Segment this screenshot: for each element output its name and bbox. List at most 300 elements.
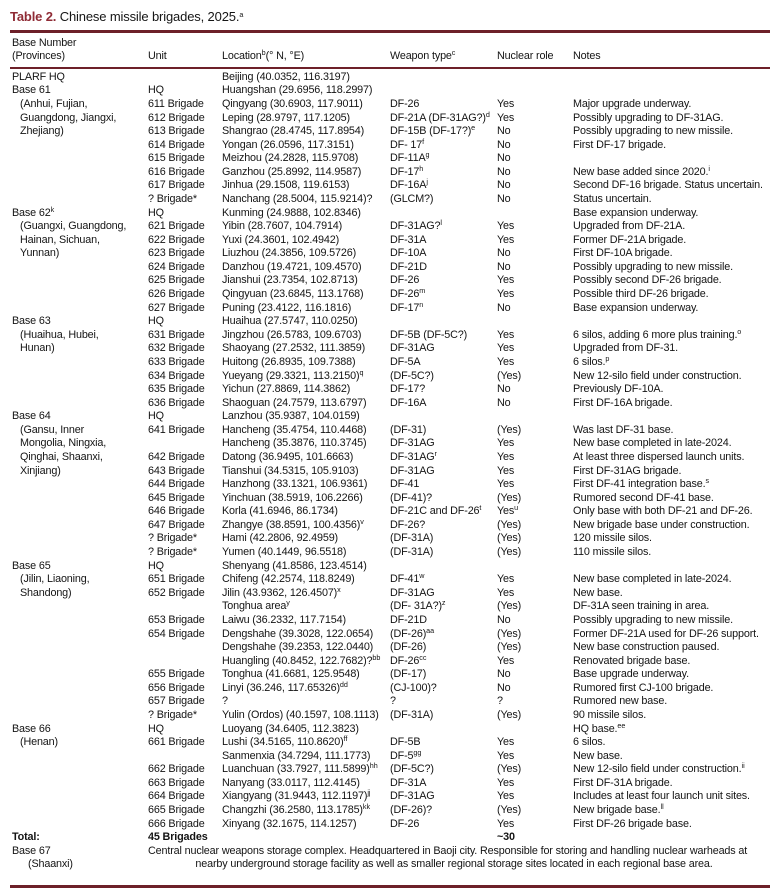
table-cell: 621 Brigade — [148, 220, 205, 233]
table-row — [10, 818, 770, 832]
table-cell: (DF-26)? — [390, 804, 432, 817]
table-cell: Laiwu (36.2332, 117.7154) — [222, 613, 346, 626]
table-cell: $DF-31AG^r$ — [390, 449, 437, 463]
table-row — [10, 288, 770, 302]
table-cell: Yes — [497, 274, 515, 287]
table-cell: Yes — [497, 342, 515, 355]
table-cell: (Yes) — [497, 600, 522, 613]
table-cell: Hancheng (35.3876, 110.3745) — [222, 437, 367, 450]
table-row — [10, 492, 770, 506]
table-cell — [10, 505, 148, 519]
table-cell: $(DF-26)^{aa}$ — [390, 625, 435, 640]
table-cell: (DF-26) — [390, 641, 427, 654]
table-cell — [148, 600, 222, 614]
table-cell: Huangling (40.8452, 122.7682)?$^{bb}$ — [222, 652, 381, 667]
table-cell — [10, 682, 148, 696]
table-cell: (DF-31A) — [390, 708, 434, 721]
table-cell — [10, 139, 148, 153]
table-cell: ? Brigade* — [148, 532, 197, 545]
table-cell: Nanyang (33.0117, 112.4145) — [222, 776, 360, 789]
table-cell — [10, 370, 148, 384]
table-cell: DF-31AG — [390, 464, 435, 477]
table-cell: Korla (41.6946, 86.1734) — [222, 505, 338, 518]
table-cell — [10, 302, 148, 316]
table-row — [10, 424, 770, 438]
table-row — [10, 720, 770, 737]
header-base-number — [10, 37, 148, 64]
table-cell: (Anhui, Fujian, — [20, 97, 88, 110]
table-cell: First DF-16A brigade. — [573, 396, 673, 409]
table-cell: No — [497, 681, 511, 694]
table-cell — [10, 655, 148, 669]
table-title — [10, 8, 770, 26]
table-cell: 632 Brigade — [148, 342, 205, 355]
table-cell — [390, 560, 495, 574]
table-cell: Hanzhong (33.1321, 106.9361) — [222, 478, 368, 491]
table-row — [10, 858, 770, 872]
table-cell: ? — [497, 695, 503, 708]
table-row — [10, 98, 770, 112]
table-cell — [10, 478, 148, 492]
table-cell: First DF-31A brigade. — [573, 776, 673, 789]
table-row — [10, 193, 770, 207]
table-row — [10, 234, 770, 248]
table-cell: Huitong (26.8935, 109.7388) — [222, 355, 356, 368]
table-row — [10, 163, 770, 180]
table-cell: Status uncertain. — [573, 193, 652, 206]
table-cell: 6 silos.$^p$ — [573, 353, 610, 368]
table-cell: Hancheng (35.4754, 110.4468) — [222, 423, 367, 436]
table-cell — [573, 410, 770, 424]
table-cell: DF-21A (DF-31AG?)$^d$ — [390, 109, 490, 124]
table-row — [10, 736, 770, 750]
table-cell: 651 Brigade — [148, 573, 205, 586]
table-cell: (Yes) — [497, 546, 522, 559]
table-cell — [390, 723, 495, 737]
table-cell — [390, 71, 495, 85]
table-row — [10, 315, 770, 329]
table-cell: Base 66 — [12, 722, 51, 735]
table-cell: DF-17$^h$ — [390, 163, 424, 178]
table-cell: 636 Brigade — [148, 396, 205, 409]
table-cell: No — [497, 138, 511, 151]
table-cell — [495, 410, 573, 424]
table-cell: Yes — [497, 573, 515, 586]
table-cell: $DF-11A^g$ — [390, 150, 430, 165]
table-cell: First DF-31AG brigade. — [573, 464, 682, 477]
table-cell: Yes — [497, 464, 515, 477]
table-cell: 661 Brigade — [148, 736, 205, 749]
table-cell: Only base with both DF-21 and DF-26. — [573, 505, 753, 518]
table-cell: 622 Brigade — [148, 233, 205, 246]
table-cell: PLARF HQ — [12, 70, 65, 83]
table-cell: (DF-5C?) — [390, 369, 434, 382]
table-cell: ? Brigade* — [148, 546, 197, 559]
table-cell: DF-41$^w$ — [390, 571, 425, 586]
table-row — [10, 804, 770, 818]
table-cell: 664 Brigade — [148, 790, 205, 803]
table-row — [10, 747, 770, 764]
table-cell: Qinghai, Shaanxi, — [20, 451, 103, 463]
table-cell — [573, 71, 770, 85]
table-cell: Second DF-16 brigade. Status uncertain. — [573, 179, 763, 192]
table-cell: Yes — [497, 749, 515, 762]
table-cell: HQ — [148, 410, 164, 423]
table-cell: DF-5A — [390, 355, 421, 368]
table-cell — [495, 84, 573, 98]
table-cell: Yes — [497, 328, 515, 341]
table-row — [10, 584, 770, 601]
table-cell — [495, 560, 573, 574]
table-cell: (GLCM?) — [390, 193, 434, 206]
table-row — [10, 845, 770, 859]
table-cell: Meizhou (24.2828, 115.9708) — [222, 152, 359, 165]
table-cell: 611 Brigade — [148, 97, 204, 110]
table-cell: Chifeng (42.2574, 118.8249) — [222, 573, 355, 586]
table-cell: (Guangxi, Guangdong, — [20, 220, 127, 233]
table-cell: Puning (23.4122, 116.1816) — [222, 301, 352, 314]
table-cell: 647 Brigade — [148, 518, 205, 531]
table-cell: (DF-5C?) — [390, 763, 434, 776]
table-cell — [10, 709, 148, 723]
table-cell: 663 Brigade — [148, 776, 205, 789]
table-cell: 653 Brigade — [148, 613, 205, 626]
table-cell: 625 Brigade — [148, 274, 205, 287]
table-cell: HQ — [148, 84, 164, 97]
table-cell: 614 Brigade — [148, 138, 205, 151]
table-cell: Shenyang (41.8586, 123.4514) — [222, 559, 367, 572]
table-cell: At least three dispersed launch units. — [573, 451, 745, 463]
table-cell: Mongolia, Ningxia, — [20, 437, 107, 450]
table-cell: 642 Brigade — [148, 451, 205, 463]
table-row — [10, 397, 770, 411]
table-cell: Leping (28.9797, 117.1205) — [222, 111, 350, 124]
table-cell — [390, 84, 495, 98]
table-cell: DF-5B (DF-5C?) — [390, 328, 468, 341]
table-cell: 656 Brigade — [148, 681, 205, 694]
table-cell: Yes — [497, 654, 515, 667]
table-cell: Yunnan) — [20, 247, 60, 260]
table-cell: ? Brigade* — [148, 708, 197, 721]
table-cell: First DF-41 integration base.$^s$ — [573, 476, 710, 491]
table-cell: Shaoyang (27.2532, 111.3859) — [222, 342, 366, 355]
table-cell: Luoyang (34.6405, 112.3823) — [222, 722, 359, 735]
header-weapon-type: Weapon type$^c$ — [390, 48, 456, 63]
table-cell: DF-31AG?$^l$ — [390, 218, 443, 233]
table-row — [10, 451, 770, 465]
table-cell: Yes — [497, 790, 515, 803]
table-cell: Yes — [497, 111, 515, 124]
table-cell: Xiangyang (31.9443, 112.1197)$^{jj}$ — [222, 788, 371, 803]
table-cell: DF-26 — [390, 97, 420, 110]
table-cell — [10, 383, 148, 397]
table-cell: No — [497, 668, 511, 681]
table-cell: 110 missile silos. — [573, 546, 652, 559]
table-cell — [148, 71, 222, 85]
table-cell: No — [497, 260, 511, 273]
table-cell: DF-26? — [390, 518, 426, 531]
table-cell: DF- 17$^f$ — [390, 136, 425, 151]
table-cell: 633 Brigade — [148, 355, 205, 368]
table-row — [10, 274, 770, 288]
table-cell: Kunming (24.9888, 102.8346) — [222, 206, 361, 219]
table-cell: New 12-silo field under construction.$^{ii}$ — [573, 761, 745, 776]
table-cell: Possibly upgrading to new missile. — [573, 613, 733, 626]
table-cell — [148, 437, 222, 451]
table-cell: Shandong) — [20, 586, 72, 599]
table-cell: Base 61 — [12, 84, 51, 97]
table-row — [10, 777, 770, 791]
table-cell: Changzhi (36.2580, 113.1785)$^{kk}$ — [222, 802, 371, 817]
table-cell: 631 Brigade — [148, 328, 205, 341]
table-number: Table 2. — [10, 9, 57, 24]
table-cell: Base 63 — [12, 315, 51, 328]
table-cell — [573, 152, 770, 166]
table-cell — [10, 397, 148, 411]
table-cell: $DF-5^{gg}$ — [390, 747, 422, 762]
table-row — [10, 152, 770, 166]
table-cell: No — [497, 396, 511, 409]
table-cell: Rumored first CJ-100 brigade. — [573, 681, 714, 694]
table-cell — [10, 763, 148, 777]
table-cell: DF-21D — [390, 260, 427, 273]
table-row — [10, 204, 770, 221]
table-cell: (Yes) — [497, 423, 522, 436]
header-provinces-line2: (Provinces) — [12, 50, 65, 63]
table-row — [10, 247, 770, 261]
table-cell: Previously DF-10A. — [573, 383, 664, 396]
table-cell: Base 62$^k$ — [12, 204, 55, 219]
table-row — [10, 220, 770, 234]
table-cell: Datong (36.9495, 101.6663) — [222, 451, 354, 463]
table-cell: (DF-17) — [390, 668, 427, 681]
table-cell: (Shaanxi) — [28, 858, 73, 871]
table-cell: DF-21C and DF-26$^t$ — [390, 503, 482, 518]
table-cell: 120 missile silos. — [573, 532, 652, 545]
table-row — [10, 342, 770, 356]
table-cell — [10, 750, 148, 764]
table-cell: Possibly upgrading to new missile. — [573, 260, 733, 273]
table-cell: 666 Brigade — [148, 817, 205, 830]
table-cell: Jinhua (29.1508, 119.6153) — [222, 179, 350, 192]
table-cell: 616 Brigade — [148, 165, 205, 178]
table-title-text: Chinese missile brigades, 2025.$^a$ — [56, 9, 244, 24]
table-row — [10, 179, 770, 193]
table-cell: 623 Brigade — [148, 247, 205, 260]
table-cell: Ganzhou (25.8992, 114.9587) — [222, 165, 362, 178]
table-row — [10, 383, 770, 397]
table-row — [10, 652, 770, 669]
table-body — [10, 69, 770, 872]
table-cell: New 12-silo field under construction. — [573, 369, 742, 382]
table-cell — [390, 410, 495, 424]
table-cell: DF-31AG — [390, 342, 435, 355]
table-cell: Yes — [497, 451, 515, 463]
table-cell: (Yes) — [497, 518, 522, 531]
table-cell — [10, 546, 148, 560]
table-row — [10, 437, 770, 451]
table-cell: DF-26$^m$ — [390, 286, 426, 301]
table-cell: 645 Brigade — [148, 491, 205, 504]
table-cell: DF-31A — [390, 776, 427, 789]
table-cell — [495, 71, 573, 85]
table-cell: ? — [222, 695, 228, 708]
table-cell — [10, 152, 148, 166]
table-cell: 641 Brigade — [148, 423, 205, 436]
table-cell: 634 Brigade — [148, 369, 205, 382]
table-cell: Yes — [497, 437, 515, 450]
table-cell: Shangrao (28.4745, 117.8954) — [222, 125, 365, 138]
table-cell — [10, 790, 148, 804]
table-cell: Hunan) — [20, 342, 55, 355]
table-row — [10, 109, 770, 126]
table-cell: Dengshahe (39.2353, 122.0440) — [222, 641, 374, 654]
table-cell: Jianshui (23.7354, 102.8713) — [222, 274, 358, 287]
table-cell — [573, 84, 770, 98]
table-cell: Yes — [497, 478, 515, 491]
table-cell: (Yes) — [497, 804, 522, 817]
table-cell: DF-26 — [390, 817, 420, 830]
table-cell: ? — [390, 695, 396, 708]
table-cell — [10, 695, 148, 709]
table-cell: Former DF-21A brigade. — [573, 233, 687, 246]
table-row — [10, 831, 770, 845]
table-cell: 635 Brigade — [148, 383, 205, 396]
table-row — [10, 709, 770, 723]
table-cell: 90 missile silos. — [573, 708, 647, 721]
table-cell: No — [497, 383, 511, 396]
table-cell: (DF- 31A?)$^z$ — [390, 598, 446, 613]
table-row — [10, 695, 770, 709]
table-row — [10, 326, 770, 343]
table-cell: Jingzhou (26.5783, 109.6703) — [222, 328, 362, 341]
table-cell: New base completed in late-2024. — [573, 437, 732, 450]
table-row — [10, 71, 770, 85]
table-cell: Possibly upgrading to DF-31AG. — [573, 111, 724, 124]
table-cell — [10, 288, 148, 302]
table-cell — [10, 600, 148, 614]
table-row — [10, 641, 770, 655]
table-cell — [495, 723, 573, 737]
table-cell: (Huaihua, Hubei, — [20, 328, 99, 341]
table-cell: (CJ-100)? — [390, 681, 437, 694]
table-cell: Yibin (28.7607, 104.7914) — [222, 220, 343, 233]
table-cell: Qingyang (30.6903, 117.9011) — [222, 97, 363, 110]
table-cell: Base upgrade underway. — [573, 668, 689, 681]
table-cell: Yes — [497, 288, 515, 301]
table-cell: (Yes) — [497, 369, 522, 382]
spanning-note-cell: nearby underground storage facility as well as smaller regional storage sites located in each regional base area. — [195, 858, 713, 871]
table-cell: DF-31A — [390, 233, 427, 246]
table-cell: 644 Brigade — [148, 478, 205, 491]
table-cell: No — [497, 165, 511, 178]
table-cell: New brigade base under construction. — [573, 518, 750, 531]
table-cell: Tonghua (41.6681, 125.9548) — [222, 668, 360, 681]
table-row — [10, 353, 770, 370]
spanning-note-cell: Central nuclear weapons storage complex. Headquartered in Baoji city. Responsible for storing and handling nuclear warheads at — [148, 844, 748, 857]
table-cell: 624 Brigade — [148, 260, 205, 273]
table-cell: DF-16A — [390, 396, 427, 409]
table-cell — [495, 315, 573, 329]
table-cell: New base added since 2020.$^i$ — [573, 163, 710, 178]
table-cell: Beijing (40.0352, 116.3197) — [222, 70, 350, 83]
table-cell: Zhejiang) — [20, 125, 64, 138]
table-cell: DF-17? — [390, 383, 426, 396]
table-cell: Yes — [497, 233, 515, 246]
table-row — [10, 465, 770, 479]
table-cell: 655 Brigade — [148, 668, 205, 681]
table-cell: Shaoguan (24.7579, 113.6797) — [222, 396, 367, 409]
table-cell: Upgraded from DF-31. — [573, 342, 679, 355]
table-cell: Rumored second DF-41 base. — [573, 491, 714, 504]
table-cell: DF-26 — [390, 274, 420, 287]
table-cell: Yueyang (29.3321, 113.2150)$^q$ — [222, 367, 364, 382]
table-cell: Base 67 — [12, 844, 51, 857]
table-cell: Huangshan (29.6956, 118.2997) — [222, 84, 373, 97]
table-cell: DF-17$^n$ — [390, 299, 424, 314]
table-cell — [148, 655, 222, 669]
table-cell: 626 Brigade — [148, 288, 205, 301]
table-cell: (Yes) — [497, 627, 522, 640]
table-cell — [573, 560, 770, 574]
table-cell: No — [497, 125, 511, 138]
table-cell — [10, 166, 148, 180]
table-cell: Hami (42.2806, 92.4959) — [222, 532, 338, 545]
table-cell: Base 64 — [12, 410, 51, 423]
table-cell: 665 Brigade — [148, 804, 205, 817]
table-cell: New base completed in late-2024. — [573, 573, 732, 586]
table-cell: New brigade base.$^{ll}$ — [573, 802, 664, 817]
table-cell: Renovated brigade base. — [573, 654, 691, 667]
table-cell: Includes at least four launch unit sites. — [573, 790, 750, 803]
table-cell — [148, 641, 222, 655]
table-cell: $DF-16A^j$ — [390, 177, 428, 192]
table-cell: Qingyuan (23.6845, 113.1768) — [222, 288, 364, 301]
table-row — [10, 679, 770, 696]
table-cell: Lushi (34.5165, 110.8620)$^{ff}$ — [222, 734, 348, 749]
table-cell: 652 Brigade — [148, 586, 205, 599]
table-cell: 615 Brigade — [148, 152, 205, 165]
table-cell: Jilin (43.9362, 126.4507)$^x$ — [222, 584, 341, 599]
table-cell: 6 silos. — [573, 736, 606, 749]
table-cell: (DF-31) — [390, 423, 427, 436]
table-cell: No — [497, 193, 511, 206]
table-cell: Possible third DF-26 brigade. — [573, 288, 709, 301]
table-cell: Yes — [497, 355, 515, 368]
table-cell: HQ — [148, 559, 164, 572]
table-cell: Yuxi (24.3601, 102.4942) — [222, 233, 340, 246]
table-cell: Yinchuan (38.5919, 106.2266) — [222, 491, 363, 504]
table-cell: Former DF-21A used for DF-26 support. — [573, 627, 759, 640]
table-cell: Possibly upgrading to new missile. — [573, 125, 733, 138]
table-row — [10, 546, 770, 560]
table-cell: Tonghua area$^y$ — [222, 598, 290, 613]
table-cell: ~30 — [497, 831, 515, 844]
table-cell: Yes — [497, 220, 515, 233]
table-row — [10, 625, 770, 642]
table-cell: Sanmenxia (34.7294, 111.1773) — [222, 749, 371, 762]
table-cell: Dengshahe (39.3028, 122.0654) — [222, 627, 374, 640]
table-cell: Yes — [497, 97, 515, 110]
table-cell: Possibly second DF-26 brigade. — [573, 274, 722, 287]
table-cell — [148, 750, 222, 764]
table-cell: HQ — [148, 315, 164, 328]
table-cell: $DF-26^{cc}$ — [390, 652, 427, 667]
table-cell: Was last DF-31 base. — [573, 423, 674, 436]
table-cell: 612 Brigade — [148, 111, 205, 124]
table-cell: (Henan) — [20, 736, 58, 749]
table-row — [10, 136, 770, 153]
